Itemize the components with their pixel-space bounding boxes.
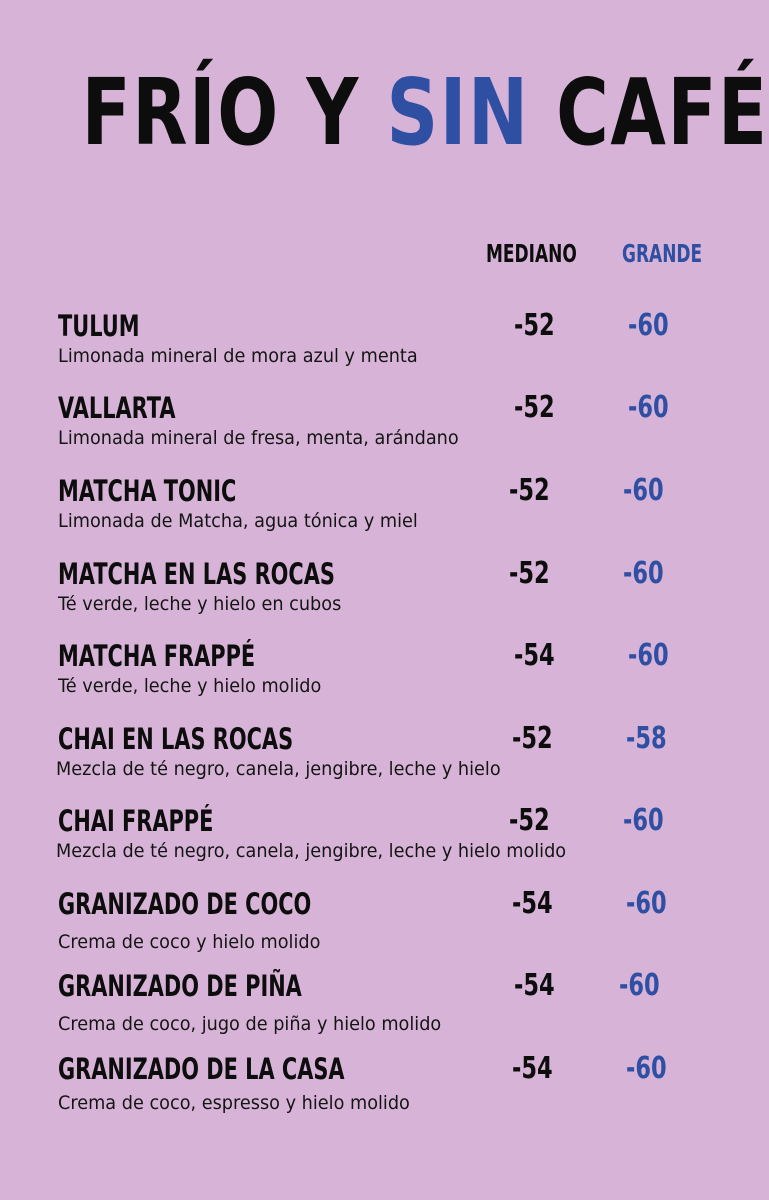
menu-item-price-large: -60: [623, 803, 664, 838]
menu-item: [0, 638, 742, 718]
menu-item: [0, 1051, 742, 1131]
menu-item-price-medium: -52: [514, 390, 555, 425]
menu-item-name: CHAI EN LAS ROCAS: [58, 722, 294, 756]
column-header-medium: MEDIANO: [486, 239, 577, 268]
menu-item-description: Mezcla de té negro, canela, jengibre, leche y hielo molido: [56, 840, 567, 862]
menu-item-description: Limonada de Matcha, agua tónica y miel: [58, 510, 418, 532]
menu-item-name: GRANIZADO DE PIÑA: [58, 969, 302, 1003]
menu-item-name: GRANIZADO DE COCO: [58, 887, 312, 921]
menu-item-price-medium: -54: [514, 638, 555, 673]
menu-item-price-large: -60: [623, 556, 664, 591]
menu-item: [0, 803, 742, 883]
menu-item: [0, 886, 742, 966]
menu-item-price-large: -58: [626, 721, 667, 756]
menu-item: [0, 390, 742, 470]
menu-item-price-medium: -52: [512, 721, 553, 756]
menu-item-price-large: -60: [628, 390, 669, 425]
menu-item-name: MATCHA TONIC: [58, 474, 237, 508]
menu-item-price-large: -60: [628, 308, 669, 343]
menu-item-description: Crema de coco, jugo de piña y hielo molido: [58, 1013, 442, 1035]
menu-item-price-medium: -52: [509, 473, 550, 508]
menu-item-name: TULUM: [58, 309, 140, 343]
menu-item: [0, 968, 742, 1048]
menu-item-description: Crema de coco, espresso y hielo molido: [58, 1092, 410, 1114]
menu-item-name: MATCHA EN LAS ROCAS: [58, 557, 335, 591]
menu-item-description: Té verde, leche y hielo molido: [58, 675, 322, 697]
menu-item-price-medium: -52: [509, 556, 550, 591]
title-part-1: FRÍO Y: [81, 59, 387, 166]
menu-item-name: CHAI FRAPPÉ: [58, 804, 214, 838]
column-header-large: GRANDE: [622, 239, 703, 268]
menu-item-name: MATCHA FRAPPÉ: [58, 639, 256, 673]
menu-item-price-large: -60: [623, 473, 664, 508]
menu-item: [0, 556, 742, 636]
menu-item-description: Crema de coco y hielo molido: [58, 931, 321, 953]
menu-item-price-medium: -52: [509, 803, 550, 838]
menu-item-price-large: -60: [626, 886, 667, 921]
menu-item-price-medium: -54: [512, 886, 553, 921]
menu-item-price-large: -60: [626, 1051, 667, 1086]
menu-item-description: Mezcla de té negro, canela, jengibre, leche y hielo: [56, 758, 501, 780]
page-title: [81, 58, 769, 168]
menu-item: [0, 308, 742, 388]
menu-item-price-medium: -52: [514, 308, 555, 343]
menu-item-name: GRANIZADO DE LA CASA: [58, 1052, 345, 1086]
menu-item: [0, 473, 742, 553]
menu-item-price-medium: -54: [514, 968, 555, 1003]
menu-item-description: Limonada mineral de fresa, menta, arándano: [58, 427, 459, 449]
title-accent: SIN: [386, 59, 530, 166]
menu-item-price-large: -60: [628, 638, 669, 673]
menu-item-price-large: -60: [619, 968, 660, 1003]
menu-item-description: Limonada mineral de mora azul y menta: [58, 345, 418, 367]
menu-item-description: Té verde, leche y hielo en cubos: [58, 593, 342, 615]
menu-item-name: VALLARTA: [58, 391, 176, 425]
title-part-2: CAFÉ: [529, 59, 769, 166]
menu-item-price-medium: -54: [512, 1051, 553, 1086]
menu-item: [0, 721, 742, 801]
